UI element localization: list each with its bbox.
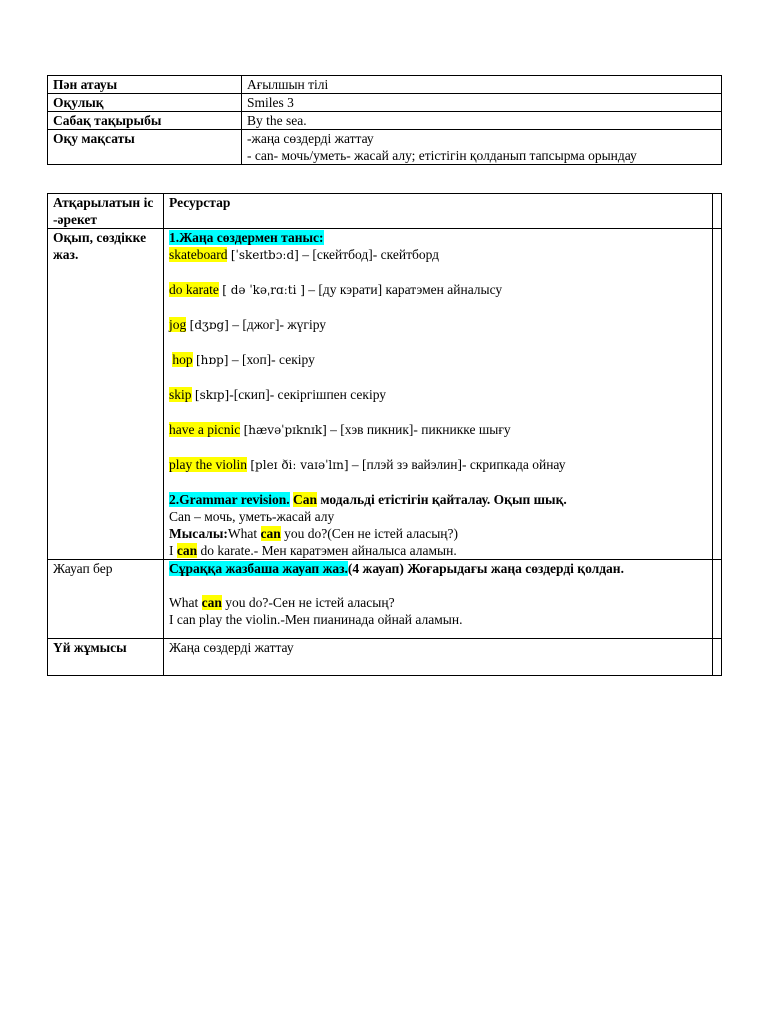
empty-cell: [713, 560, 722, 639]
vocab-word: hop: [172, 352, 193, 367]
question-line: [169, 594, 707, 611]
activity-cell: Оқып, сөздікке жаз.: [48, 229, 164, 560]
vocab-translation: – [хэв пикник]- пикникке шығу: [326, 422, 511, 437]
empty-cell: [713, 639, 722, 676]
vocab-word: skip: [169, 387, 192, 402]
vocab-word: do karate: [169, 282, 219, 297]
textbook-value: Smiles 3: [242, 94, 722, 112]
answer-text: I: [169, 543, 177, 558]
task-instruction: [169, 560, 707, 577]
vocab-translation: -[скип]- секіргішпен секіру: [229, 387, 387, 402]
vocab-item: [169, 456, 707, 474]
can-highlight: Can: [293, 492, 318, 507]
can-highlight: can: [260, 526, 281, 541]
vocab-word: skateboard: [169, 247, 228, 262]
activity-header: Атқарылатын іс -әрекет: [48, 194, 164, 229]
question-text: you do?-Сен не істей аласың?: [221, 595, 395, 610]
table-row: [48, 560, 722, 639]
grammar-instruction: модальді етістігін қайталау. Оқып шық.: [317, 492, 567, 507]
table-row: [48, 112, 722, 130]
task-title: Сұраққа жазбаша жауап жаз.: [169, 561, 348, 576]
example-label: Мысалы:: [169, 526, 228, 541]
resources-cell: [164, 560, 713, 639]
lesson-topic-label: Сабақ тақырыбы: [48, 112, 242, 130]
grammar-section: [169, 491, 707, 508]
lesson-table: [47, 193, 722, 676]
textbook-label: Оқулық: [48, 94, 242, 112]
subject-value: Ағылшын тілі: [242, 76, 722, 94]
resources-header: Ресурстар: [164, 194, 713, 229]
activity-cell: Жауап бер: [48, 560, 164, 639]
table-header-row: [48, 194, 722, 229]
answer-line: I can play the violin.-Мен пианинада ойнай аламын.: [169, 612, 463, 627]
vocab-word: play the violin: [169, 457, 247, 472]
vocab-translation: – [скейтбод]- скейтборд: [298, 247, 440, 262]
vocab-translation: – [хоп]- секіру: [228, 352, 315, 367]
info-table: [47, 75, 722, 165]
lesson-topic-value: By the sea.: [242, 112, 722, 130]
example-line: [169, 525, 707, 542]
answer-line: [169, 542, 707, 559]
section-title: 1.Жаңа сөздермен таныс:: [169, 230, 324, 245]
vocab-item: [169, 386, 707, 404]
question-text: What: [169, 595, 202, 610]
vocab-translation: – [джог]- жүгіру: [228, 317, 327, 332]
table-row: [48, 229, 722, 560]
vocab-ipa: [dʒɒg]: [189, 318, 229, 332]
subject-label: Пән атауы: [48, 76, 242, 94]
can-definition: Can – мочь, уметь-жасай алу: [169, 509, 335, 524]
section-title: 2.Grammar revision.: [169, 492, 290, 507]
table-row: [48, 130, 722, 165]
vocab-ipa: [hɒp]: [196, 353, 229, 367]
table-row: [48, 94, 722, 112]
answer-text: do karate.- Мен каратэмен айналыса аламын.: [197, 543, 457, 558]
vocab-ipa: [skɪp]: [194, 388, 230, 402]
vocab-word: jog: [169, 317, 187, 332]
can-highlight: can: [201, 595, 222, 610]
learning-goal-value: [242, 130, 722, 165]
example-text: you do?(Сен не істей аласың?): [280, 526, 458, 541]
task-text: (4 жауап) Жоғарыдағы жаңа сөздерді қолдан.: [347, 561, 624, 576]
table-row: [48, 639, 722, 676]
goal-line: -жаңа сөздерді жаттау: [247, 131, 374, 146]
vocab-item: [169, 316, 707, 334]
vocab-item: [169, 281, 707, 299]
vocab-ipa: [ də ˈkəˌrɑːti ]: [222, 283, 305, 297]
vocab-item: [169, 246, 707, 264]
learning-goal-label: Оқу мақсаты: [48, 130, 242, 165]
vocab-translation: – [плэй зэ вайэлин]- скрипкада ойнау: [348, 457, 566, 472]
resources-cell: [164, 229, 713, 560]
can-highlight: can: [176, 543, 198, 558]
example-text: What: [227, 526, 261, 541]
goal-line: - can- мочь/уметь- жасай алу; етістігін қолданып тапсырма орындау: [247, 148, 637, 163]
vocab-ipa: [pleɪ ðiː vaɪəˈlɪn]: [250, 458, 349, 472]
table-row: [48, 76, 722, 94]
activity-cell: Үй жұмысы: [48, 639, 164, 676]
vocab-ipa: [hævəˈpɪknɪk]: [243, 423, 327, 437]
empty-cell: [713, 194, 722, 229]
vocab-word: have a picnic: [169, 422, 241, 437]
vocab-translation: – [ду кэрати] каратэмен айналысу: [304, 282, 503, 297]
vocab-ipa: [ˈskeɪtbɔːd]: [230, 248, 299, 262]
vocab-item: [169, 351, 707, 369]
empty-cell: [713, 229, 722, 560]
vocab-item: [169, 421, 707, 439]
resources-cell: Жаңа сөздерді жаттау: [164, 639, 713, 676]
